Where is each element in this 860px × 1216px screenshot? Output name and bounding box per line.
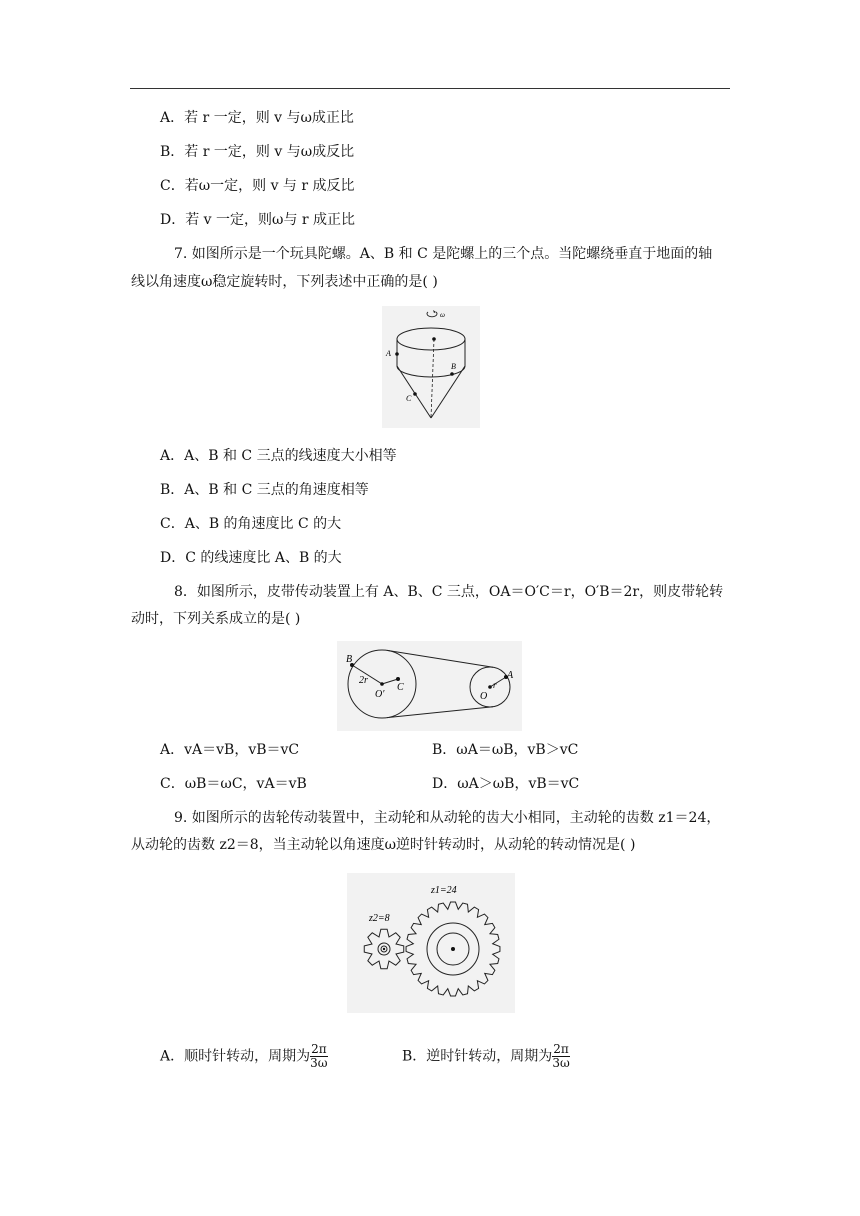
q9-option-b-period: $\frac{2\pi}{3\omega}$ xyxy=(552,1042,570,1070)
label-b: B xyxy=(346,654,353,665)
spinning-top-figure xyxy=(382,306,480,428)
label-o-prime: O′ xyxy=(375,689,385,700)
label-c: C xyxy=(397,682,404,693)
q8-option-a: A．vA＝vB，vB＝vC xyxy=(160,742,300,758)
q6-option-c: C．若ω一定，则 v 与 r 成反比 xyxy=(160,178,355,194)
label-b: B xyxy=(451,362,456,371)
label-r: r xyxy=(493,680,497,690)
q7-stem-line1: 7. 如图所示是一个玩具陀螺。A、B 和 C 是陀螺上的三个点。当陀螺绕垂直于地面的轴 xyxy=(174,246,713,262)
q7-option-a: A．A、B 和 C 三点的线速度大小相等 xyxy=(160,448,397,464)
z2-label: z2=8 xyxy=(369,913,390,924)
label-c: C xyxy=(406,394,412,403)
z1-label: z1=24 xyxy=(431,885,457,896)
q7-option-d: D．C 的线速度比 A、B 的大 xyxy=(160,550,342,566)
gear-figure xyxy=(347,873,515,1013)
point-c xyxy=(413,392,417,396)
q8-stem-line2: 动时，下列关系成立的是( ) xyxy=(131,611,301,627)
q7-stem-line2: 线以角速度ω稳定旋转时，下列表述中正确的是( ) xyxy=(131,274,438,290)
q9-option-a-text: A．顺时针转动，周期为 xyxy=(160,1048,311,1065)
point-b xyxy=(450,372,454,376)
q8-option-c: C．ωB＝ωC，vA＝vB xyxy=(160,776,307,792)
belt-pulley-figure xyxy=(337,641,522,731)
q7-option-b: B．A、B 和 C 三点的角速度相等 xyxy=(160,482,369,498)
q6-option-a: A．若 r 一定，则 v 与ω成正比 xyxy=(160,110,354,126)
q8-stem-line1: 8．如图所示，皮带传动装置上有 A、B、C 三点，OA＝O′C＝r，O′B＝2r，则皮带轮转 xyxy=(174,584,724,600)
q9-option-b xyxy=(402,1043,570,1070)
header-rule xyxy=(130,88,730,89)
q8-option-d: D．ωA＞ωB，vB＝vC xyxy=(432,776,580,792)
label-o: O xyxy=(480,691,488,702)
point-c xyxy=(396,677,400,681)
omega-label: ω xyxy=(440,311,445,319)
q9-stem-line1: 9. 如图所示的齿轮传动装置中，主动轮和从动轮的齿大小相同，主动轮的齿数 z1＝24， xyxy=(174,810,721,826)
q8-option-b: B．ωA＝ωB，vB＞vC xyxy=(432,742,579,758)
label-2r: 2r xyxy=(359,675,368,686)
q6-option-d: D．若 v 一定，则ω与 r 成正比 xyxy=(160,212,356,228)
q6-option-b: B．若 r 一定，则 v 与ω成反比 xyxy=(160,144,355,160)
q7-option-c: C．A、B 的角速度比 C 的大 xyxy=(160,516,342,532)
q9-option-a xyxy=(160,1043,328,1070)
q9-option-a-period: $\frac{2\pi}{3\omega}$ xyxy=(310,1042,328,1070)
label-a: A xyxy=(386,349,391,358)
q9-option-b-text: B．逆时针转动，周期为 xyxy=(402,1048,553,1065)
point-a xyxy=(395,352,399,356)
q9-stem-line2: 从动轮的齿数 z2＝8，当主动轮以角速度ω逆时针转动时，从动轮的转动情况是( ) xyxy=(131,837,636,853)
label-a: A xyxy=(507,670,514,681)
